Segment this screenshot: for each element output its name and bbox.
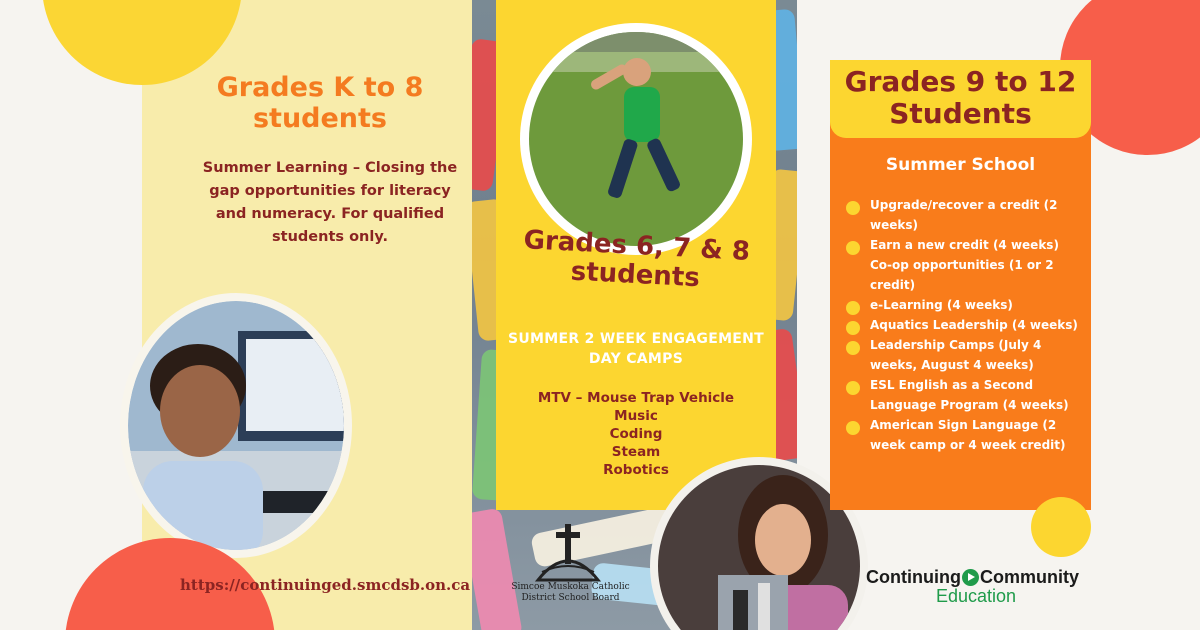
program-item: MTV – Mouse Trap Vehicle (537, 390, 735, 406)
school-board-logo (498, 522, 638, 627)
list-item: ESL English as a Second Language Program (4 weeks) (846, 375, 1078, 415)
boy-running-photo (520, 23, 752, 255)
middle-heading: Grades 6, 7 & 8 students (522, 225, 751, 294)
list-item: Aquatics Leadership (4 weeks) (846, 315, 1078, 335)
list-item: e-Learning (4 weeks) (846, 295, 1078, 315)
program-item: Music (614, 408, 658, 424)
bullet-icon (846, 321, 860, 335)
right-subheading: Summer School (885, 155, 1036, 175)
left-heading: Grades K to 8 students (216, 72, 424, 134)
list-item: Earn a new credit (4 weeks) (846, 235, 1078, 255)
list-item: Upgrade/recover a credit (2 weeks) (846, 195, 1078, 235)
right-heading: Grades 9 to 12 Students (844, 65, 1077, 130)
list-item: American Sign Language (2 week camp or 4 week credit) (846, 415, 1078, 455)
bullet-icon (846, 341, 860, 355)
continuing-community-education-logo: Continuing Community Education (866, 567, 1079, 606)
bullet-icon (846, 201, 860, 215)
bullet-icon (846, 241, 860, 255)
boy-at-computer-photo (120, 293, 352, 558)
program-item: Coding (609, 426, 663, 442)
play-icon (962, 569, 979, 586)
middle-subheading: SUMMER 2 WEEK ENGAGEMENT DAY CAMPS (507, 331, 765, 367)
left-description: Summer Learning – Closing the gap opportunities for literacy and numeracy. For qualified students only. (202, 160, 458, 245)
course-list (846, 195, 1078, 455)
bullet-icon (846, 421, 860, 435)
list-item: Leadership Camps (July 4 weeks, August 4 weeks) (846, 335, 1078, 375)
bullet-icon (846, 301, 860, 315)
program-item: Steam (611, 444, 661, 460)
website-link[interactable]: https://continuinged.smcdsb.on.ca (180, 576, 471, 594)
school-board-name: Simcoe Muskoka Catholic District School Board (511, 582, 630, 603)
list-item: Co-op opportunities (1 or 2 credit) (870, 258, 1054, 292)
program-item: Robotics (603, 462, 669, 478)
decorative-yellow-circle (1031, 497, 1091, 557)
bullet-icon (846, 381, 860, 395)
